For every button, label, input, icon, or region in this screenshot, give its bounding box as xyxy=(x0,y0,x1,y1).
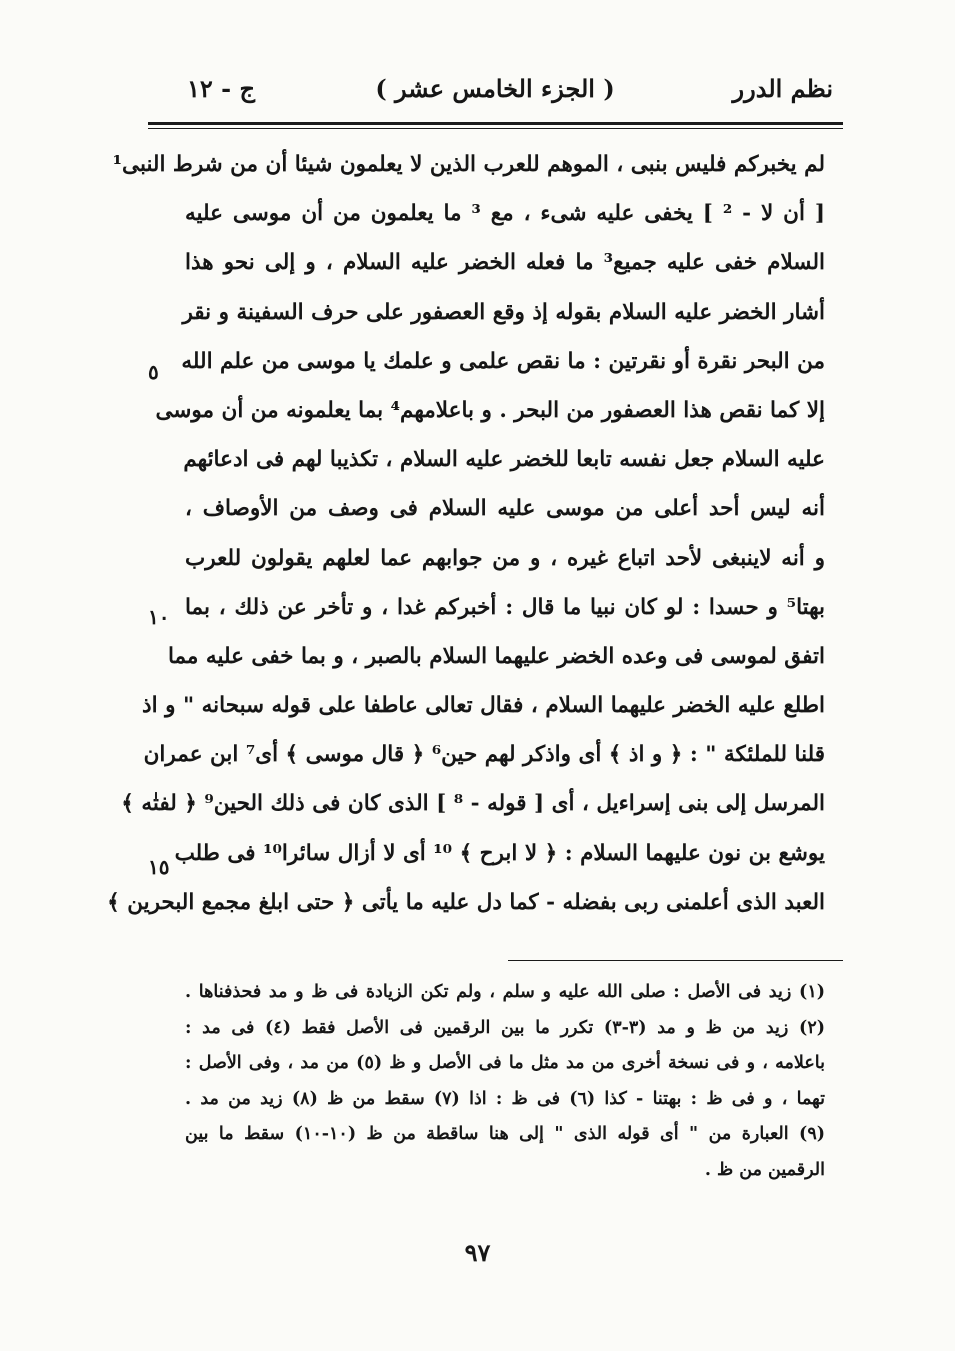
text-line: عليه السلام جعل نفسه تابعا للخضر عليه السلام ، تكذيبا لهم فى ادعائهم xyxy=(183,447,825,473)
text-line: المرسل إلى بنى إسراءيل ، أى [ قوله - ⁸ ] الذى كان فى ذلك الحين⁹ ﴿ لفتٰه ﴾ xyxy=(121,791,825,817)
text-line: أنه ليس أحد أعلى من موسى عليه السلام فى وصف من الأوصاف ، xyxy=(185,496,825,522)
header-rule-thick xyxy=(148,122,843,125)
book-title: نظم الدرر xyxy=(732,74,833,103)
footnotes xyxy=(185,975,825,1188)
line-number-marker: ١٠ xyxy=(148,605,170,629)
footnote-line: (٩) العبارة من " أى قوله الذى " إلى هنا ساقطة من ظ (١٠-١٠) سقط ما بين xyxy=(185,1124,825,1144)
text-line: بهتا⁵ و حسدا : لو كان نبيا ما قال : أخبركم غدا ، و تأخر عن ذلك ، بما xyxy=(185,594,825,620)
text-line: يوشع بن نون عليهما السلام : ﴿ لا ابرح ﴾ ¹⁰ أى لا أزال سائرا¹⁰ فى طلب xyxy=(174,840,825,866)
header-rule-thin xyxy=(148,128,843,129)
text-line: العبد الذى أعلمنى ربى بفضله - كما دل عليه ما يأتى ﴿ حتى ابلغ مجمع البحرين ﴾ xyxy=(107,889,825,915)
text-line: و أنه لاينبغى لأحد اتباع غيره ، و من جوابهم عما لعلهم يقولون للعرب xyxy=(185,545,825,571)
footnote-line: الرقمين من ظ . xyxy=(704,1159,825,1180)
text-line: إلا كما نقص هذا العصفور من البحر . و باعلامهم⁴ بما يعلمونه من أن موسى xyxy=(155,397,825,423)
text-line: اطلع عليه الخضر عليهما السلام ، فقال تعالى عاطفا على قوله سبحانه " و اذ xyxy=(142,693,825,719)
page-number: ٩٧ xyxy=(464,1238,491,1267)
running-header xyxy=(145,70,845,120)
volume-label: ج - ١٢ xyxy=(187,74,255,103)
line-number-marker: ١٥ xyxy=(148,855,170,879)
text-line: لم يخبركم فليس بنبى ، الموهم للعرب الذين لا يعلمون شيئا أن من شرط النبى¹ xyxy=(112,152,825,177)
footnote-line: (٢) زيد من ظ و مد (٣-٣) تكرر ما بين الرقمين فى الأصل فقط (٤) فى مد : xyxy=(185,1017,826,1038)
text-line: اتفق لموسى فى وعده الخضر عليهما السلام بالصبر ، و بما خفى عليه مما xyxy=(167,643,825,669)
footnote-separator xyxy=(508,960,843,961)
text-line: [ أن لا - ² ] يخفى عليه شىء ، مع ³ ما يعلمون من أن موسى عليه xyxy=(185,201,825,227)
footnote-line: تهما ، و فى ظ : بهتنا - كذا (٦) فى ظ : اذا (٧) سقط من ظ (٨) زيد من مد . xyxy=(185,1088,825,1109)
text-line: السلام خفى عليه جميع³ ما فعله الخضر عليه السلام ، و إلى نحو هذا xyxy=(185,250,825,276)
footnote-line: باعلامه ، و فى نسخة أخرى من مد مثل ما فى الأصل و ظ (٥) من مد ، وفى الأصل : xyxy=(185,1053,825,1073)
text-line: من البحر نقرة أو نقرتين : ما نقص علمى و علمك يا موسى من علم الله xyxy=(181,348,825,374)
text-line: أشار الخضر عليه السلام بقوله إذ وقع العصفور على حرف السفينة و نقر xyxy=(182,299,825,325)
text-line: قلنا للملئكة " : ﴿ و اذ ﴾ أى واذكر لهم حين⁶ ﴿ قال موسى ﴾ أى⁷ ابن عمران xyxy=(143,742,825,768)
footnote-line: (١) زيد فى الأصل : صلى الله عليه و سلم ، ولم تكن الزيادة فى ظ و مد فحذفناها . xyxy=(185,982,825,1002)
part-title: ( الجزء الخامس عشر ) xyxy=(375,74,615,103)
line-number-marker: ٥ xyxy=(148,360,159,384)
